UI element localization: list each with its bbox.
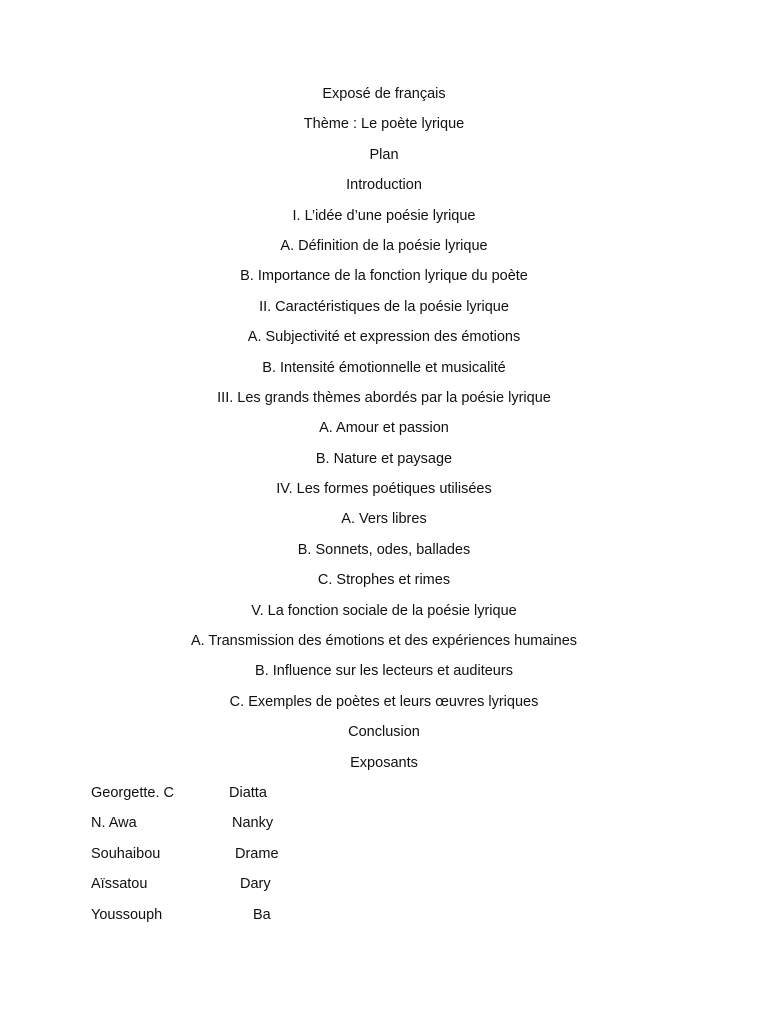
presenter-first-name: N. Awa [91, 815, 137, 832]
outline-item: I. L’idée d’une poésie lyrique [292, 207, 476, 224]
outline-item: A. Transmission des émotions et des expériences humaines [190, 633, 578, 650]
outline-item: A. Subjectivité et expression des émotions [247, 329, 521, 346]
outline-item: A. Vers libres [341, 511, 427, 528]
outline-item: B. Importance de la fonction lyrique du poète [240, 268, 528, 285]
presenter-last-name: Dary [240, 876, 271, 893]
outline-item: C. Strophes et rimes [317, 572, 451, 589]
presenter-first-name: Youssouph [91, 906, 163, 923]
plan-heading: Plan [369, 146, 399, 163]
presenters-list [91, 783, 491, 935]
outline-item: A. Définition de la poésie lyrique [280, 237, 488, 254]
presenter-first-name: Aïssatou [91, 876, 148, 893]
outline-item: V. La fonction sociale de la poésie lyrique [251, 602, 517, 619]
outline-item: B. Intensité émotionnelle et musicalité [262, 359, 506, 376]
presenter-row [91, 813, 491, 843]
outline-item: B. Influence sur les lecteurs et auditeurs [255, 663, 513, 680]
outline-item: II. Caractéristiques de la poésie lyrique [259, 298, 509, 315]
presenter-row [91, 874, 491, 904]
presenter-row [91, 844, 491, 874]
presenter-row [91, 905, 491, 935]
outline-item: Introduction [346, 177, 422, 194]
outline-item: B. Sonnets, odes, ballades [297, 541, 471, 558]
document-theme: Thème : Le poète lyrique [303, 116, 465, 133]
presenter-first-name: Georgette. C [91, 785, 175, 801]
outline-item: B. Nature et paysage [315, 450, 453, 467]
presenter-last-name: Drame [235, 845, 279, 862]
outline-item: C. Exemples de poètes et leurs œuvres lyriques [229, 693, 539, 710]
outline-item: III. Les grands thèmes abordés par la poésie lyrique [217, 389, 551, 406]
plan-outline [0, 84, 768, 783]
presenter-last-name: Diatta [229, 785, 267, 801]
document-title: Exposé de français [322, 86, 446, 102]
presenters-heading: Exposants [350, 754, 418, 771]
presenter-last-name: Ba [253, 906, 271, 923]
outline-item: IV. Les formes poétiques utilisées [276, 481, 492, 498]
outline-item: A. Amour et passion [319, 420, 449, 437]
presenter-last-name: Nanky [232, 815, 274, 832]
presenter-first-name: Souhaibou [91, 845, 161, 862]
outline-item: Conclusion [348, 724, 420, 741]
presenter-row [91, 783, 491, 813]
